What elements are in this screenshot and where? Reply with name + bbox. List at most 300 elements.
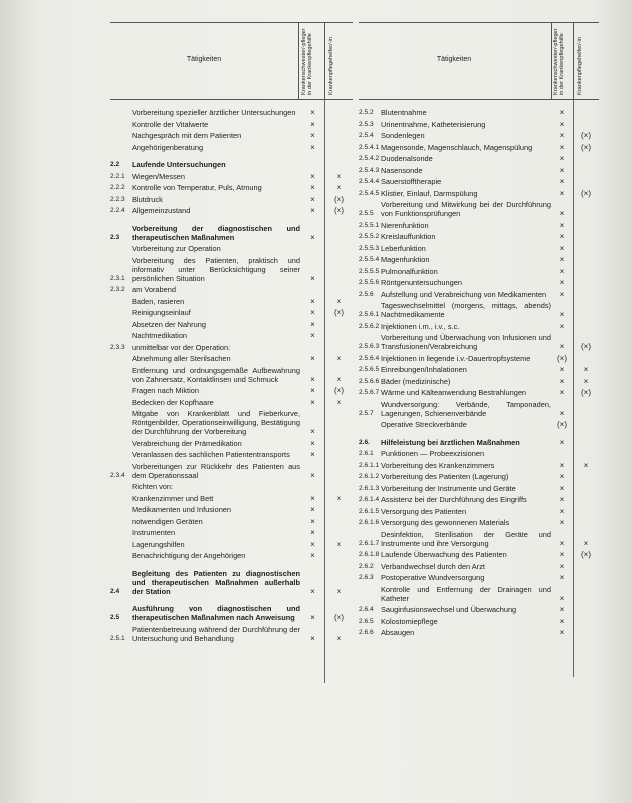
- row-mark-col1: ×: [310, 232, 315, 242]
- row-mark-col1: ×: [559, 561, 565, 571]
- row-text: Krankenzimmer und Bett: [132, 493, 214, 503]
- left-header-col1: Krankenschwester/-pfleger in der Krankenpflegehilfe: [301, 28, 313, 95]
- row-mark-col2: ×: [336, 397, 342, 407]
- row-mark-col1: ×: [310, 516, 315, 526]
- row-mark-col1: ×: [559, 342, 565, 351]
- table-row: [110, 108, 353, 117]
- row-number: 2.6.1.6: [359, 519, 380, 526]
- row-mark-col2: ×: [583, 376, 589, 386]
- table-row: [359, 143, 599, 152]
- right-header-title: Tätigkeiten: [436, 56, 472, 63]
- table-row: [110, 343, 353, 352]
- table-row: [359, 495, 599, 504]
- row-mark-col1: ×: [559, 209, 565, 218]
- row-text: Kontrolle und Entfernung der Drainagen und Katheter: [381, 584, 551, 603]
- row-mark-col1: ×: [310, 586, 315, 596]
- row-text: Instrumenten: [132, 528, 176, 537]
- row-text: notwendigen Geräten: [132, 516, 203, 526]
- row-text: Klistier, Einlauf, Darmspülung: [381, 188, 478, 198]
- row-mark-col1: ×: [559, 550, 565, 559]
- row-mark-col1: ×: [559, 266, 565, 276]
- table-row: [110, 517, 353, 526]
- table-row: [359, 108, 599, 117]
- row-text: Leberfunktion: [381, 243, 426, 253]
- row-mark-col1: ×: [310, 142, 315, 152]
- row-number: 2.5.6.2: [359, 322, 380, 330]
- row-number: 2.5.4.2: [359, 155, 380, 162]
- row-mark-col1: ×: [559, 365, 565, 374]
- row-mark-col2: (×): [581, 142, 591, 152]
- table-row: [359, 530, 599, 548]
- table-row: [110, 528, 353, 537]
- row-text: unmittelbar vor der Operation:: [132, 342, 231, 352]
- row-text: Angehörigenberatung: [132, 142, 204, 152]
- row-number: 2.5.5.6: [359, 279, 380, 286]
- row-text: Vorbereitung und Mitwirkung bei der Durchführung von Funktionsprüfungen: [381, 200, 551, 218]
- table-row: [110, 183, 353, 192]
- row-mark-col1: ×: [310, 108, 315, 117]
- row-number: 2.5.6.1: [359, 311, 380, 318]
- row-text: Operative Streckverbände: [381, 420, 467, 429]
- table-row: [110, 131, 353, 140]
- row-text: Verabreichung der Prämedikation: [132, 438, 242, 448]
- row-mark-col1: ×: [310, 438, 315, 448]
- row-mark-col1: ×: [310, 171, 315, 181]
- section-heading-row: [110, 604, 353, 622]
- table-row: [110, 285, 353, 294]
- row-number: 2.3.1: [110, 274, 125, 282]
- table-row: [359, 177, 599, 186]
- row-number: 2.2: [110, 161, 120, 168]
- table-row: [359, 365, 599, 374]
- row-text: Versorgung des Patienten: [381, 506, 467, 516]
- row-mark-col1: ×: [559, 628, 565, 637]
- row-mark-col2: (×): [581, 342, 591, 351]
- table-row: [359, 290, 599, 299]
- row-text: Vorbereitung zur Operation: [132, 244, 221, 253]
- row-text: Baden, rasieren: [132, 296, 185, 306]
- row-number: 2.3.4: [110, 471, 125, 479]
- row-text: Richten von:: [132, 482, 174, 491]
- row-number: 2.5.4.3: [359, 166, 380, 174]
- left-table-body: [110, 100, 353, 643]
- row-mark-col1: ×: [310, 374, 315, 384]
- table-row: [359, 255, 599, 264]
- row-number: 2.5.3: [359, 120, 374, 128]
- row-text: Desinfektion, Sterilisation der Geräte und Instrumente und ihre Versorgung: [381, 529, 551, 548]
- row-mark-col1: ×: [559, 573, 565, 582]
- row-text: Nierenfunktion: [381, 220, 429, 230]
- table-row: [110, 462, 353, 480]
- row-number: 2.6.1.1: [359, 461, 380, 469]
- left-header-col2: Krankenpflegehelfer/-in: [328, 37, 334, 95]
- row-mark-col1: ×: [310, 119, 315, 129]
- row-mark-col1: ×: [559, 506, 565, 516]
- row-text: Hilfeleistung bei ärztlichen Maßnahmen: [381, 437, 520, 447]
- row-text: Laufende Untersuchungen: [132, 160, 226, 169]
- table-row: [359, 377, 599, 386]
- row-mark-col1: ×: [559, 616, 565, 626]
- row-mark-col1: ×: [559, 605, 565, 614]
- row-number: 2.3.3: [110, 343, 125, 351]
- table-row: [359, 472, 599, 481]
- row-mark-col2: ×: [336, 354, 342, 363]
- table-row: [110, 172, 353, 181]
- row-text: Kreislauffunktion: [381, 232, 436, 241]
- row-text: Patientenbetreuung während der Durchführung der Untersuchung und Behandlung: [132, 624, 300, 643]
- table-row: [359, 461, 599, 470]
- row-mark-col1: ×: [310, 131, 315, 140]
- table-row: [359, 200, 599, 218]
- section-heading-row: [110, 224, 353, 242]
- right-table-header: [359, 22, 599, 100]
- row-number: 2.5.5.5: [359, 267, 380, 275]
- left-table-header: [110, 22, 353, 100]
- row-mark-col1: ×: [310, 194, 315, 204]
- row-mark-col1: ×: [310, 354, 315, 363]
- row-mark-col1: ×: [559, 278, 565, 287]
- row-text: Aufstellung und Verabreichung von Medikamenten: [381, 289, 547, 299]
- row-mark-col2: (×): [334, 308, 344, 317]
- row-number: 2.5.4: [359, 132, 374, 139]
- table-row: [359, 420, 599, 429]
- row-mark-col1: ×: [310, 613, 315, 622]
- row-mark-col2: (×): [581, 388, 591, 397]
- table-row: [359, 221, 599, 230]
- row-mark-col1: ×: [559, 518, 565, 527]
- row-text: Urinentnahme, Katheterisierung: [381, 119, 486, 129]
- table-row: [359, 322, 599, 331]
- row-mark-col2: ×: [583, 538, 589, 548]
- row-mark-col2: ×: [583, 460, 589, 470]
- table-row: [359, 562, 599, 571]
- table-row: [110, 450, 353, 459]
- section-heading-row: [110, 160, 353, 169]
- table-row: [110, 331, 353, 340]
- row-mark-col1: ×: [310, 319, 315, 329]
- right-header-col2: Krankenpflegehelfer/-in: [577, 37, 583, 95]
- row-mark-col1: ×: [559, 142, 565, 152]
- row-mark-col1: ×: [559, 131, 565, 140]
- row-text: Bäder (medizinische): [381, 376, 451, 386]
- row-mark-col1: ×: [559, 220, 565, 230]
- row-text: am Vorabend: [132, 285, 176, 294]
- right-body-divider: [573, 100, 574, 677]
- row-text: Einreibungen/Inhalationen: [381, 365, 467, 374]
- row-text: Laufende Überwachung des Patienten: [381, 550, 507, 559]
- table-row: [359, 400, 599, 418]
- row-mark-col1: ×: [559, 108, 565, 117]
- left-header-title: Tätigkeiten: [186, 56, 222, 63]
- row-text: Nachgespräch mit dem Patienten: [132, 131, 242, 140]
- row-number: 2.2.4: [110, 207, 125, 214]
- row-mark-col1: ×: [310, 308, 315, 317]
- row-mark-col1: ×: [310, 397, 315, 407]
- table-row: [110, 256, 353, 283]
- row-mark-col1: ×: [559, 165, 565, 175]
- row-number: 2.2.3: [110, 195, 125, 203]
- table-row: [359, 605, 599, 614]
- row-text: Röntgenuntersuchungen: [381, 278, 462, 287]
- row-number: 2.6.1.8: [359, 551, 380, 558]
- table-row: [359, 573, 599, 582]
- row-text: Postoperative Wundversorgung: [381, 573, 485, 582]
- row-number: 2.6.4: [359, 606, 374, 613]
- row-mark-col1: ×: [310, 539, 315, 549]
- row-text: Veranlassen des sachlichen Patiententransports: [132, 450, 290, 459]
- row-text: Kolostomiepflege: [381, 616, 438, 626]
- row-number: 2.6.3: [359, 574, 374, 581]
- right-header-col1: Krankenschwester/-pfleger in der Krankenpflegehilfe: [553, 28, 565, 95]
- row-text: Blutentnahme: [381, 108, 427, 117]
- table-row: [359, 301, 599, 319]
- row-mark-col1: ×: [559, 388, 565, 397]
- row-text: Duodenalsonde: [381, 154, 433, 163]
- row-number: 2.6.1.4: [359, 496, 380, 503]
- row-text: Vorbereitung des Krankenzimmers: [381, 460, 495, 470]
- row-number: 2.5.6.7: [359, 389, 380, 396]
- table-row: [359, 388, 599, 397]
- row-number: 2.6.5: [359, 617, 374, 625]
- row-number: 2.6.1.5: [359, 507, 380, 515]
- row-number: 2.5.6: [359, 290, 374, 298]
- table-row: [110, 366, 353, 384]
- row-text: Reinigungseinlauf: [132, 308, 191, 317]
- row-text: Versorgung des gewonnenen Materials: [381, 518, 510, 527]
- row-mark-col2: ×: [336, 296, 342, 306]
- table-row: [359, 617, 599, 626]
- row-mark-col1: ×: [310, 528, 315, 537]
- table-row: [110, 551, 353, 560]
- row-mark-col1: ×: [559, 188, 565, 198]
- row-text: Vorbereitung des Patienten, praktisch und informativ unter Berücksichtigung seiner persönlichen Situation: [132, 255, 300, 283]
- row-text: Mitgabe von Krankenblatt und Fieberkurve, Röntgenbilder, Operationseinwilligung, Bestätigung der Durchführung der Vorbereitung: [132, 409, 300, 436]
- row-mark-col1: ×: [559, 310, 565, 319]
- row-mark-col2: (×): [334, 613, 344, 622]
- section-heading-row: [359, 438, 599, 447]
- row-number: 2.5.4.4: [359, 178, 380, 185]
- row-number: 2.5.5.3: [359, 244, 380, 252]
- table-row: [359, 244, 599, 253]
- row-mark-col1: ×: [559, 538, 565, 548]
- row-text: Kontrolle der Vitalwerte: [132, 119, 209, 129]
- table-row: [359, 189, 599, 198]
- row-number: 2.6.2: [359, 562, 374, 570]
- table-row: [359, 154, 599, 163]
- section-heading-row: [110, 569, 353, 596]
- table-row: [110, 195, 353, 204]
- table-row: [359, 507, 599, 516]
- table-row: [110, 439, 353, 448]
- right-table: [359, 22, 599, 640]
- row-number: 2.2.2: [110, 184, 125, 191]
- row-mark-col2: (×): [334, 206, 344, 215]
- row-text: Vorbereitung spezieller ärztlicher Untersuchungen: [132, 108, 296, 117]
- row-number: 2.6.1.2: [359, 473, 380, 480]
- row-mark-col1: ×: [310, 505, 315, 514]
- right-header-divider-1: [551, 23, 552, 99]
- row-mark-col1: ×: [559, 232, 565, 241]
- row-number: 2.5.6.6: [359, 377, 380, 385]
- table-row: [110, 540, 353, 549]
- left-body-divider: [324, 100, 325, 683]
- row-text: Entfernung und ordnungsgemäße Aufbewahrung von Zahnersatz, Kontaktlinsen und Schmuck: [132, 365, 300, 384]
- row-text: Lagerungshilfen: [132, 539, 185, 549]
- row-text: Absaugen: [381, 628, 415, 637]
- row-text: Benachrichtigung der Angehörigen: [132, 551, 246, 560]
- row-mark-col2: (×): [581, 131, 591, 140]
- row-number: 2.5.5: [359, 210, 374, 217]
- row-text: Wärme und Kälteanwendung Bestrahlungen: [381, 388, 527, 397]
- row-number: 2.5: [110, 614, 120, 621]
- row-number: 2.5.5.1: [359, 221, 380, 229]
- row-text: Magenfunktion: [381, 255, 430, 264]
- table-row: [110, 297, 353, 306]
- row-text: Tageswechselmittel (morgens, mittags, abends) Nachtmedikamente: [381, 301, 551, 319]
- row-mark-col2: ×: [583, 365, 589, 374]
- row-number: 2.5.1: [110, 634, 125, 642]
- row-text: Allgemeinzustand: [132, 206, 191, 215]
- row-mark-col1: ×: [559, 255, 565, 264]
- row-mark-col2: (×): [581, 550, 591, 559]
- row-number: 2.5.7: [359, 409, 374, 417]
- row-mark-col1: ×: [559, 177, 565, 186]
- row-text: Ausführung von diagnostischen und therapeutischen Maßnahmen nach Anweisung: [132, 604, 300, 622]
- row-text: Sauerstofftherapie: [381, 177, 442, 186]
- row-text: Nasensonde: [381, 165, 423, 175]
- row-text: Vorbereitung der diagnostischen und therapeutischen Maßnahmen: [132, 223, 300, 242]
- row-text: Pulmonalfunktion: [381, 266, 438, 276]
- row-mark-col1: ×: [559, 376, 565, 386]
- table-row: [359, 131, 599, 140]
- row-number: 2.2.1: [110, 172, 125, 180]
- row-text: Sauginfusionswechsel und Überwachung: [381, 605, 517, 614]
- row-number: 2.5.5.4: [359, 256, 380, 263]
- table-row: [359, 166, 599, 175]
- row-text: Bedecken der Kopfhaare: [132, 397, 214, 407]
- row-mark-col1: ×: [310, 206, 315, 215]
- row-mark-col1: ×: [559, 483, 565, 493]
- left-row-list: [110, 108, 353, 643]
- table-row: [359, 550, 599, 559]
- row-mark-col1: (×): [557, 420, 567, 429]
- row-text: Injektionen i.m., i.v., s.c.: [381, 321, 460, 331]
- row-mark-col2: ×: [336, 374, 342, 384]
- row-text: Blutdruck: [132, 194, 163, 204]
- row-mark-col2: (×): [581, 188, 591, 198]
- row-mark-col1: (×): [557, 353, 567, 363]
- row-mark-col1: ×: [310, 493, 315, 503]
- table-row: [110, 494, 353, 503]
- row-number: 2.5.4.5: [359, 189, 380, 197]
- table-row: [359, 484, 599, 493]
- row-number: 2.6.1.7: [359, 539, 380, 547]
- row-mark-col2: ×: [336, 586, 342, 596]
- row-mark-col1: ×: [559, 408, 565, 418]
- row-number: 2.5.5.2: [359, 233, 380, 240]
- row-number: 2.3.2: [110, 286, 125, 293]
- row-text: Nachtmedikation: [132, 331, 188, 340]
- row-text: Vorbereitung des Patienten (Lagerung): [381, 472, 509, 481]
- table-row: [359, 278, 599, 287]
- row-number: 2.6.6: [359, 629, 374, 636]
- row-text: Fragen nach Miktion: [132, 386, 199, 395]
- table-row: [110, 505, 353, 514]
- table-row: [359, 585, 599, 603]
- row-number: 2.4: [110, 587, 120, 595]
- table-row: [359, 518, 599, 527]
- row-mark-col1: ×: [559, 460, 565, 470]
- row-text: Medikamenten und Infusionen: [132, 505, 232, 514]
- row-mark-col1: ×: [559, 593, 565, 603]
- table-row: [110, 206, 353, 215]
- row-text: Verbandwechsel durch den Arzt: [381, 561, 485, 571]
- row-mark-col1: ×: [310, 273, 315, 283]
- row-text: Wundversorgung: Verbände, Tamponaden, Lagerungen, Schienenverbände: [381, 399, 551, 418]
- row-number: 2.5.6.4: [359, 354, 380, 362]
- table-row: [110, 625, 353, 643]
- table-row: [359, 333, 599, 351]
- row-mark-col1: ×: [310, 386, 315, 395]
- row-mark-col1: ×: [559, 154, 565, 163]
- row-number: 2.5.6.3: [359, 343, 380, 350]
- row-mark-col1: ×: [559, 321, 565, 331]
- row-text: Begleitung des Patienten zu diagnostischen und therapeutischen Maßnahmen außerhalb der Station: [132, 568, 300, 596]
- row-number: 2.3: [110, 233, 120, 241]
- table-row: [110, 398, 353, 407]
- row-text: Injektionen in liegende i.v.-Dauertropfsysteme: [381, 353, 531, 363]
- left-header-divider-1: [298, 23, 299, 99]
- row-number: 2.6.1: [359, 450, 374, 457]
- row-text: Vorbereitung und Überwachung von Infusionen und Transfusionen/Verabreichung: [381, 333, 551, 351]
- row-mark-col2: ×: [336, 539, 342, 549]
- table-row: [359, 628, 599, 637]
- row-mark-col2: (×): [334, 194, 344, 204]
- table-row: [359, 449, 599, 458]
- row-mark-col1: ×: [310, 331, 315, 340]
- row-mark-col1: ×: [559, 437, 565, 447]
- row-mark-col1: ×: [310, 427, 315, 436]
- row-number: 2.6.1.3: [359, 484, 380, 492]
- row-text: Assistenz bei der Durchführung des Eingriffs: [381, 495, 527, 504]
- row-number: 2.6.: [359, 438, 370, 446]
- row-mark-col1: ×: [310, 450, 315, 459]
- row-mark-col1: ×: [310, 633, 315, 643]
- right-table-body: [359, 100, 599, 637]
- table-row: [110, 120, 353, 129]
- row-mark-col2: ×: [336, 633, 342, 643]
- right-row-list: [359, 108, 599, 637]
- row-text: Kontrolle von Temperatur, Puls, Atmung: [132, 183, 262, 192]
- table-row: [110, 143, 353, 152]
- table-row: [359, 232, 599, 241]
- right-header-divider-2: [573, 23, 574, 99]
- row-mark-col2: ×: [336, 183, 342, 192]
- table-row: [110, 482, 353, 491]
- row-text: Punktionen — Probeexzisionen: [381, 449, 485, 458]
- table-row: [359, 120, 599, 129]
- table-row: [359, 354, 599, 363]
- row-text: Vorbereitung der Instrumente und Geräte: [381, 483, 516, 493]
- row-mark-col1: ×: [310, 551, 315, 560]
- row-text: Abnehmung aller Sterilsachen: [132, 354, 231, 363]
- table-row: [359, 267, 599, 276]
- row-mark-col1: ×: [310, 296, 315, 306]
- row-text: Sondenlegen: [381, 131, 425, 140]
- row-mark-col2: ×: [336, 493, 342, 503]
- row-number: 2.5.2: [359, 109, 374, 116]
- table-row: [110, 354, 353, 363]
